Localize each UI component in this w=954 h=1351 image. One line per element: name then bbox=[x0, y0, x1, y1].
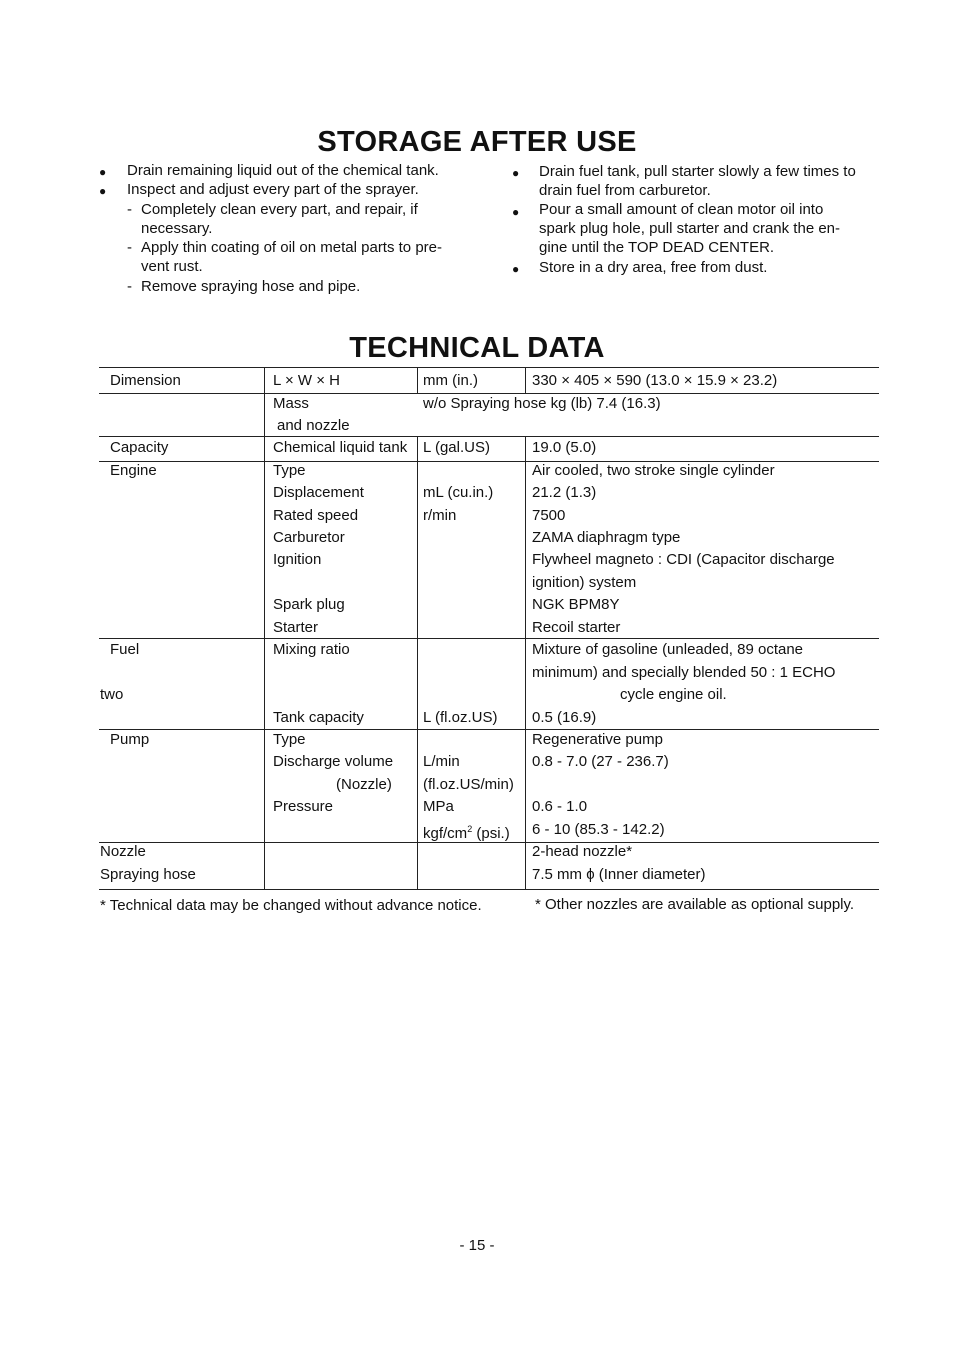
storage-item: Store in a dry area, free from dust. bbox=[539, 259, 768, 276]
cell-value: ZAMA diaphragm type bbox=[532, 529, 681, 546]
storage-item: gine until the TOP DEAD CENTER. bbox=[539, 239, 775, 256]
cell-value: ignition) system bbox=[532, 574, 637, 591]
table-divider bbox=[525, 367, 526, 393]
storage-item: Drain fuel tank, pull starter slowly a few times to bbox=[539, 163, 856, 180]
table-divider bbox=[417, 367, 418, 393]
kgf-unit-tail: (psi.) bbox=[472, 825, 510, 842]
dash-icon: - bbox=[127, 201, 132, 218]
storage-subitem: necessary. bbox=[141, 220, 213, 237]
cell-value: 19.0 (5.0) bbox=[532, 439, 597, 456]
cell-item: Starter bbox=[273, 619, 319, 636]
kgf-unit: kgf/cm bbox=[423, 825, 468, 842]
cell-value: 2-head nozzle* bbox=[532, 843, 633, 860]
cell-value: Recoil starter bbox=[532, 619, 621, 636]
cell-unit: L (fl.oz.US) bbox=[423, 709, 498, 726]
table-rule bbox=[99, 889, 879, 890]
dash-icon: - bbox=[127, 278, 132, 295]
cell-value: 0.5 (16.9) bbox=[532, 709, 597, 726]
table-rule bbox=[99, 729, 879, 730]
cell-item: Pressure bbox=[273, 798, 334, 815]
cell-value bbox=[532, 865, 705, 884]
row-label-fuel: Fuel bbox=[110, 641, 140, 658]
cell-value: cycle engine oil. bbox=[620, 686, 727, 703]
table-rule bbox=[99, 367, 879, 368]
page-number: - 15 - bbox=[459, 1237, 495, 1254]
cell-value: NGK BPM8Y bbox=[532, 596, 620, 613]
row-label-hose: Spraying hose bbox=[100, 866, 196, 883]
storage-item: Pour a small amount of clean motor oil into bbox=[539, 201, 824, 218]
storage-item: Drain remaining liquid out of the chemical tank. bbox=[127, 162, 439, 179]
hose-value: 7.5 mm bbox=[532, 866, 587, 883]
cell-item: Mixing ratio bbox=[273, 641, 350, 658]
storage-title: STORAGE AFTER USE bbox=[317, 126, 637, 158]
cell-value: Mixture of gasoline (unleaded, 89 octane bbox=[532, 641, 804, 658]
storage-item: drain fuel from carburetor. bbox=[539, 182, 711, 199]
cell-item: Tank capacity bbox=[273, 709, 364, 726]
cell-value: 0.6 - 1.0 bbox=[532, 798, 588, 815]
table-divider bbox=[525, 436, 526, 889]
footnote-right: * Other nozzles are available as optional supply. bbox=[535, 896, 855, 913]
cell-value: Regenerative pump bbox=[532, 731, 663, 748]
storage-item: spark plug hole, pull starter and crank the en- bbox=[539, 220, 841, 237]
dash-icon: - bbox=[127, 239, 132, 256]
cell-item: Ignition bbox=[273, 551, 322, 568]
storage-item: Inspect and adjust every part of the sprayer. bbox=[127, 181, 419, 198]
cell-item: Displacement bbox=[273, 484, 364, 501]
cell-item: Type bbox=[273, 731, 306, 748]
cell-value: 7500 bbox=[532, 507, 566, 524]
cell-item: Rated speed bbox=[273, 507, 359, 524]
bullet-icon: ● bbox=[512, 166, 520, 180]
cell-unit: L/min bbox=[423, 753, 460, 770]
table-divider bbox=[417, 436, 418, 889]
table-divider bbox=[264, 367, 265, 889]
row-label-capacity: Capacity bbox=[110, 439, 169, 456]
table-rule bbox=[99, 436, 879, 437]
cell-value: 0.8 - 7.0 (27 - 236.7) bbox=[532, 753, 669, 770]
cell-value: Flywheel magneto : CDI (Capacitor discharge bbox=[532, 551, 835, 568]
bullet-icon: ● bbox=[99, 165, 107, 179]
row-label-engine: Engine bbox=[110, 462, 157, 479]
bullet-icon: ● bbox=[512, 262, 520, 276]
storage-subitem: vent rust. bbox=[141, 258, 203, 275]
row-label-pump: Pump bbox=[110, 731, 150, 748]
cell-item: Chemical liquid tank bbox=[273, 439, 408, 456]
row-label-dimension: Dimension bbox=[110, 372, 181, 389]
cell-unit: r/min bbox=[423, 507, 457, 524]
cell-value: Air cooled, two stroke single cylinder bbox=[532, 462, 775, 479]
cell-value: 330 × 405 × 590 (13.0 × 15.9 × 23.2) bbox=[532, 372, 778, 389]
cell-item: Discharge volume bbox=[273, 753, 394, 770]
cell-value: 21.2 (1.3) bbox=[532, 484, 597, 501]
kgf-superscript: 2 bbox=[467, 824, 473, 834]
footnote-left: * Technical data may be changed without advance notice. bbox=[100, 897, 482, 914]
technical-title: TECHNICAL DATA bbox=[349, 332, 605, 364]
cell-item: Mass bbox=[273, 395, 309, 412]
storage-subitem: Remove spraying hose and pipe. bbox=[141, 278, 361, 295]
table-rule bbox=[99, 638, 879, 639]
cell-value: minimum) and specially blended 50 : 1 ECHO bbox=[532, 664, 836, 681]
cell-item: (Nozzle) bbox=[336, 776, 392, 793]
storage-subitem: Completely clean every part, and repair, if bbox=[141, 201, 418, 218]
cell-item: Type bbox=[273, 462, 306, 479]
cell-item: Spark plug bbox=[273, 596, 345, 613]
cell-item: and nozzle bbox=[277, 417, 350, 434]
cell-unit bbox=[423, 820, 510, 843]
row-label-nozzle: Nozzle bbox=[100, 843, 146, 860]
bullet-icon: ● bbox=[512, 205, 520, 219]
hose-value-tail: (Inner diameter) bbox=[594, 866, 706, 883]
cell-unit: L (gal.US) bbox=[423, 439, 490, 456]
cell-unit: mL (cu.in.) bbox=[423, 484, 494, 501]
cell-unit: (fl.oz.US/min) bbox=[423, 776, 514, 793]
cell-item: L × W × H bbox=[273, 372, 340, 389]
cell-value: w/o Spraying hose kg (lb) 7.4 (16.3) bbox=[423, 395, 661, 412]
cell-item: Carburetor bbox=[273, 529, 345, 546]
phi-symbol: ϕ bbox=[586, 866, 595, 883]
cell-value: 6 - 10 (85.3 - 142.2) bbox=[532, 821, 665, 838]
bullet-icon: ● bbox=[99, 184, 107, 198]
storage-subitem: Apply thin coating of oil on metal parts to pre- bbox=[141, 239, 442, 256]
cell-text: two bbox=[100, 686, 124, 703]
cell-unit: MPa bbox=[423, 798, 454, 815]
cell-unit: mm (in.) bbox=[423, 372, 478, 389]
